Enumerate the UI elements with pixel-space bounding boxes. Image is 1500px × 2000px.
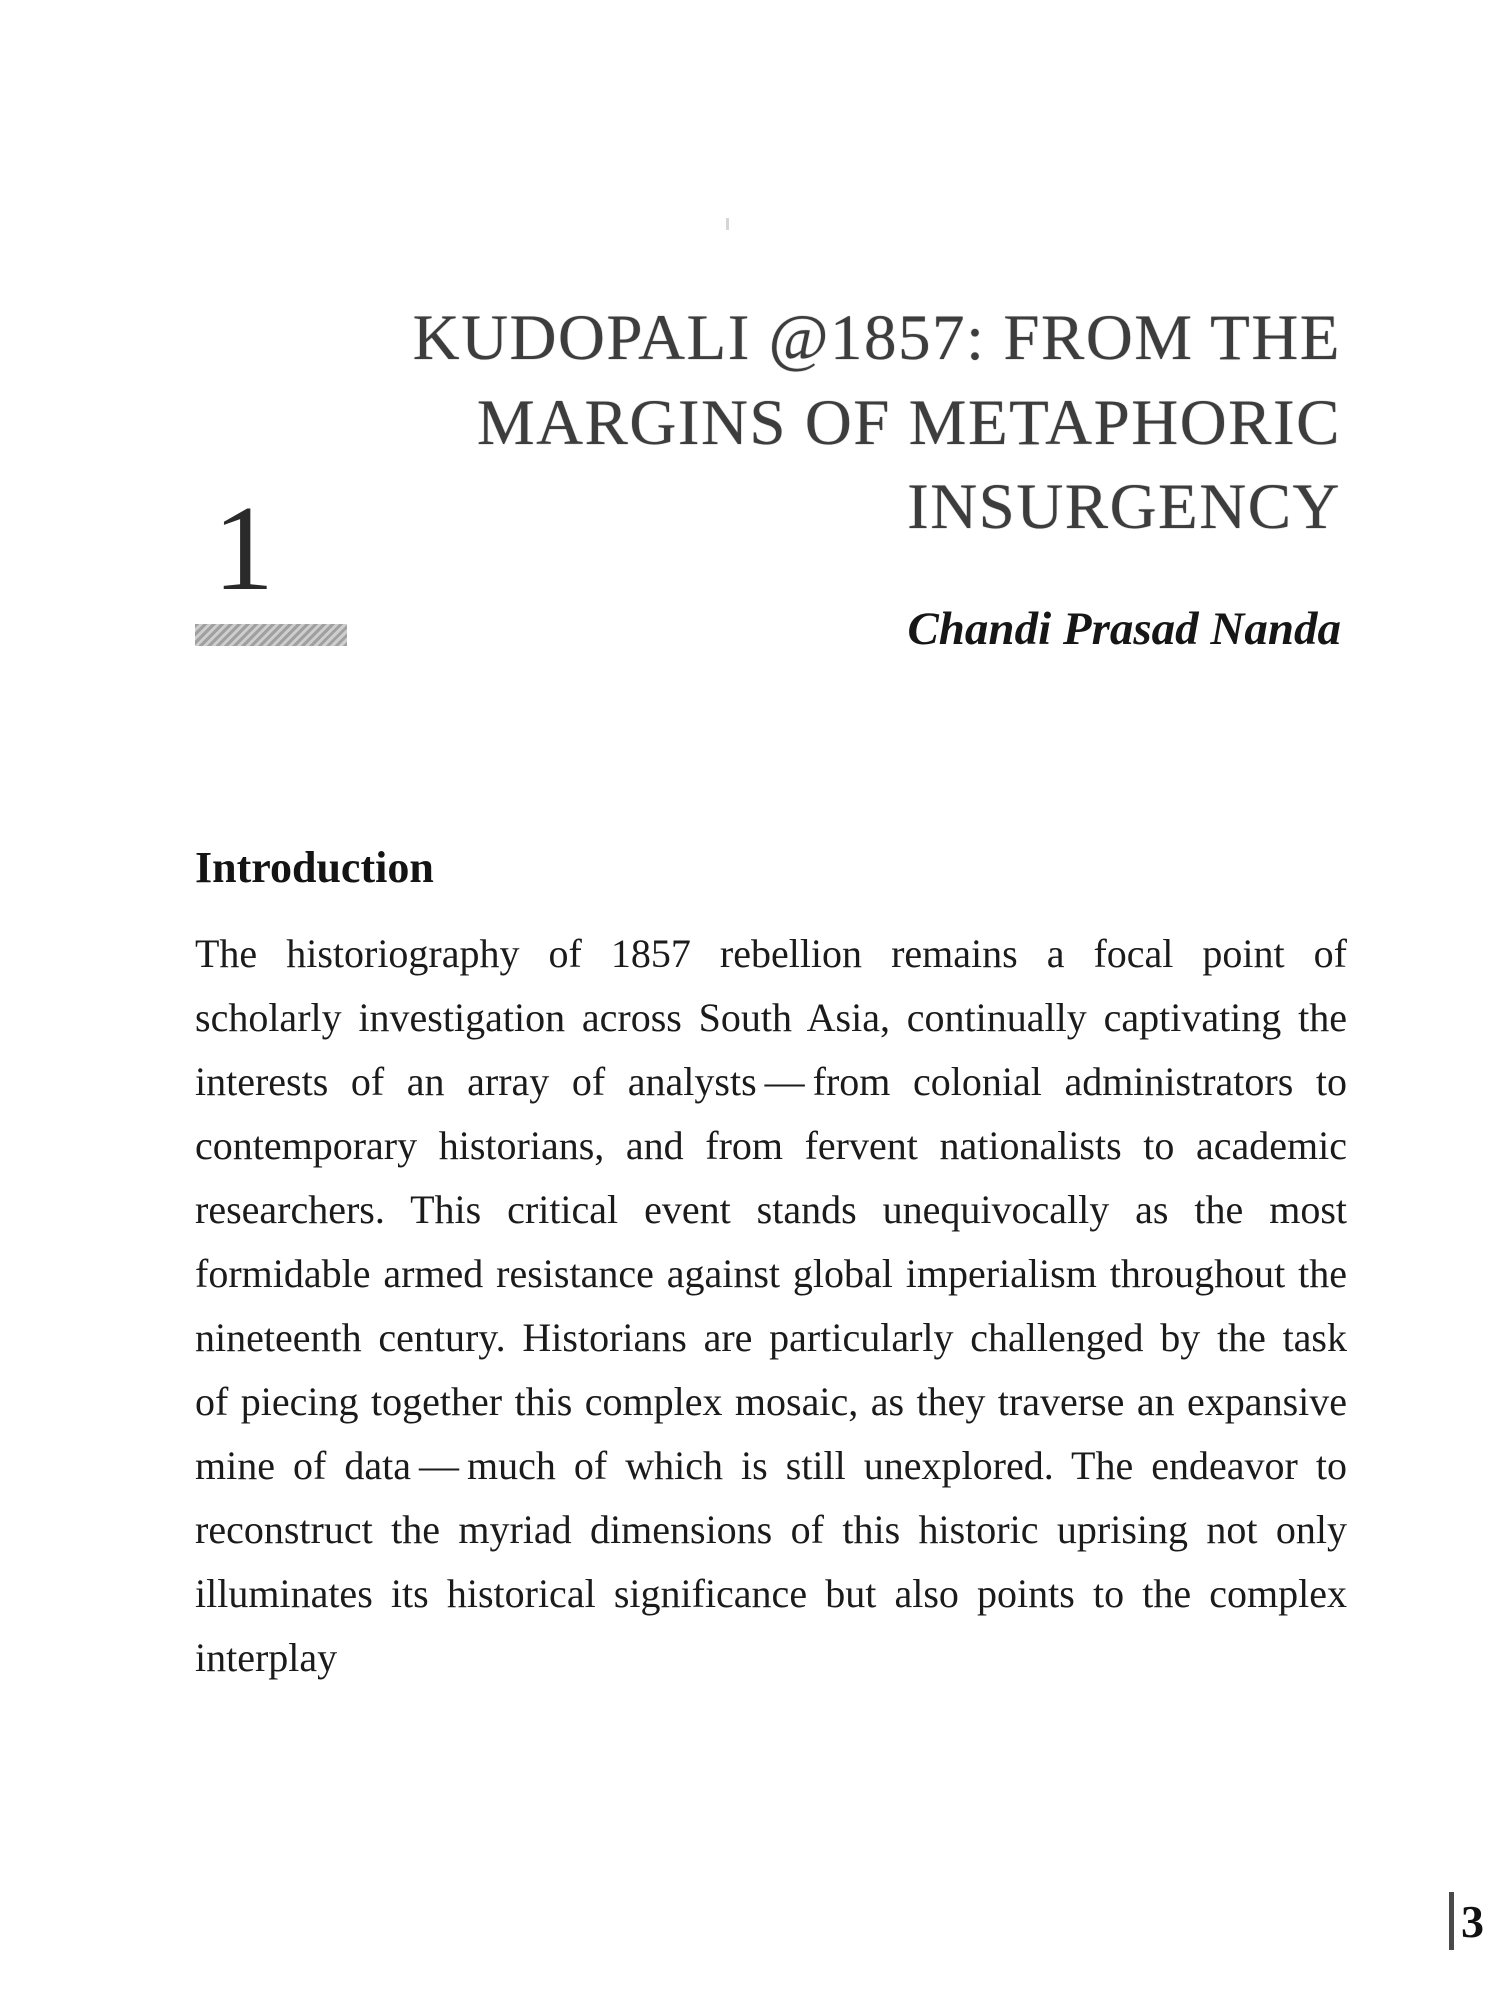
chapter-number: 1 (213, 481, 274, 616)
body-paragraph: The historiography of 1857 rebellion remains a focal point of scholarly investigation across South Asia, continually captivating the interests of an array of analysts — from colonial administrators to contemporary historians, and from fervent nationalists to academic researchers. This critical event stands unequivocally as the most formidable armed resistance against global imperialism throughout the nineteenth century. Historians are particularly challenged by the task of piecing together this complex mosaic, as they traverse an expansive mine of data — much of which is still unexplored. The endeavor to reconstruct the myriad dimensions of this historic uprising not only illuminates its historical significance but also points to the complex interplay (195, 931, 1347, 1680)
chapter-title-line-1: KUDOPALI @1857: FROM THE (412, 302, 1341, 374)
page-number-divider (1449, 1892, 1454, 1950)
chapter-title-line-2: MARGINS OF METAPHORIC (476, 386, 1341, 459)
page-number: 3 (1461, 1895, 1484, 1947)
chapter-number-underline (195, 624, 347, 646)
chapter-title-line-3: INSURGENCY (907, 471, 1341, 543)
page-number-block (1449, 1892, 1484, 1950)
scan-artifact (726, 218, 729, 230)
author-name: Chandi Prasad Nanda (907, 603, 1341, 655)
section-heading: Introduction (195, 843, 434, 892)
chapter-title (341, 296, 1341, 550)
